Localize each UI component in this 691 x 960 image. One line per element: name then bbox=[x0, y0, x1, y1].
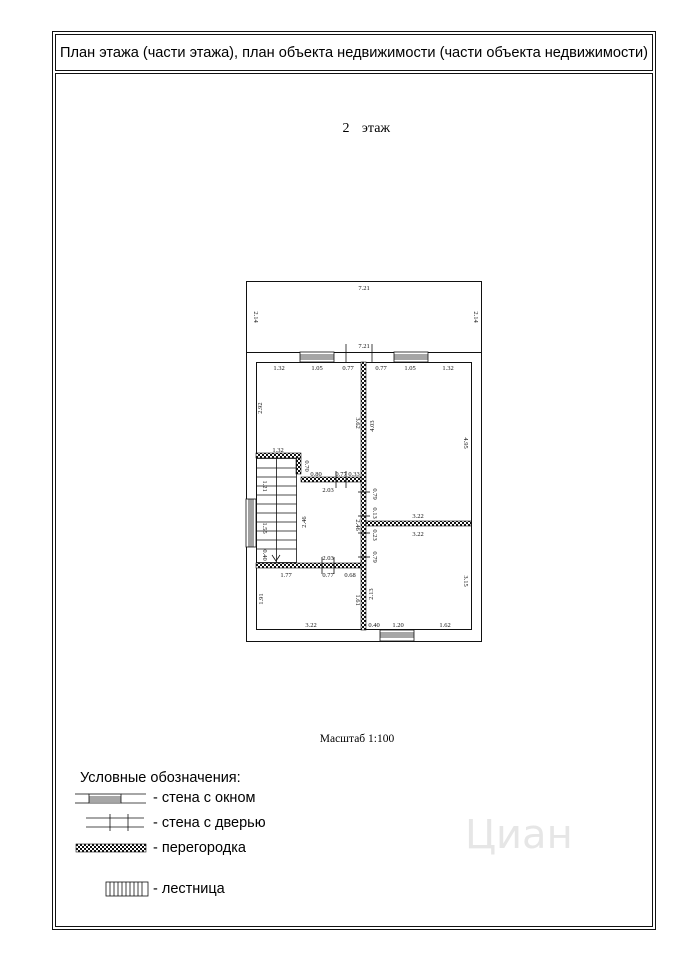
dim-small-4: 0.23 bbox=[371, 529, 378, 541]
dim-top-width: 7.21 bbox=[358, 285, 370, 292]
dim-left-top: 2.14 bbox=[252, 311, 259, 323]
dim-right-top: 2.14 bbox=[472, 311, 479, 323]
dim-bottom-left-1: 1.77 bbox=[280, 572, 292, 579]
dim-central-wall-upper-b: 4.03 bbox=[369, 420, 376, 432]
legend-partition-symbol bbox=[76, 844, 146, 852]
legend-stair-label: - лестница bbox=[153, 881, 225, 897]
dim-top-left-2: 1.05 bbox=[311, 365, 323, 372]
dim-bottom-left-2: 0.77 bbox=[322, 572, 334, 579]
dim-bottom-left-3: 0.68 bbox=[344, 572, 356, 579]
legend-door-symbol bbox=[86, 814, 144, 831]
content-frame bbox=[56, 74, 653, 927]
window-top-right bbox=[394, 352, 428, 362]
dim-bottom-wall-1: 1.61 bbox=[354, 594, 361, 606]
watermark-logo: Циан bbox=[465, 812, 573, 858]
staircase bbox=[257, 459, 297, 563]
dim-bottom-2: 0.40 bbox=[368, 622, 380, 629]
partition-right-mid bbox=[366, 521, 471, 526]
dim-hall-height: 2.46 bbox=[301, 516, 308, 528]
window-left bbox=[246, 499, 256, 547]
legend bbox=[75, 770, 266, 897]
dim-hall-width: 2.03 bbox=[322, 487, 334, 494]
dim-bottom-wall-2: 2.13 bbox=[368, 588, 375, 600]
window-bottom bbox=[380, 630, 414, 641]
dim-top-left-1: 1.32 bbox=[273, 365, 285, 372]
legend-stair-symbol bbox=[106, 882, 148, 896]
dim-stair-side-2: 1.55 bbox=[261, 522, 268, 534]
dim-mid-2: 0.77 bbox=[335, 471, 347, 478]
dim-right-room-height: 4.95 bbox=[462, 437, 469, 449]
dim-inner-width: 7.21 bbox=[358, 343, 370, 350]
legend-window-symbol bbox=[75, 794, 146, 803]
dim-right-mid-lower: 3.22 bbox=[412, 531, 424, 538]
partition-hall-bottom bbox=[256, 563, 361, 568]
dim-small-5: 0.79 bbox=[371, 551, 378, 563]
dim-bottom-4: 1.62 bbox=[439, 622, 451, 629]
dim-right-lower-height: 3.15 bbox=[462, 575, 469, 587]
dim-small-1: 0.79 bbox=[371, 488, 378, 500]
dim-stair-side-1: 1.21 bbox=[261, 480, 268, 492]
windows bbox=[246, 352, 428, 641]
dim-mid-3: 0.33 bbox=[348, 471, 360, 478]
dim-top-left-3: 0.77 bbox=[342, 365, 354, 372]
dim-top-right-3: 1.32 bbox=[442, 365, 454, 372]
dim-bottom-3: 1.20 bbox=[392, 622, 404, 629]
legend-partition-label: - перегородка bbox=[153, 840, 246, 856]
dim-stair-top: 1.32 bbox=[272, 447, 284, 454]
dim-hall-bottom: 2.03 bbox=[322, 555, 334, 562]
dim-bottom-1: 3.22 bbox=[305, 622, 317, 629]
dim-left-room-height: 2.92 bbox=[257, 402, 264, 414]
floor-word: этаж bbox=[361, 121, 391, 136]
partitions bbox=[256, 362, 471, 630]
page-title: План этажа (части этажа), план объекта недвижимости (части объекта недвижимости) bbox=[60, 45, 648, 61]
dim-mid-1: 0.80 bbox=[310, 471, 322, 478]
dim-small-3: 2.46 bbox=[354, 519, 361, 531]
dim-bottom-left-height: 1.91 bbox=[258, 593, 265, 605]
partition-central-vertical bbox=[361, 362, 366, 630]
window-top-left bbox=[300, 352, 334, 362]
dim-stair-gap: 0.70 bbox=[303, 460, 310, 472]
dim-top-right-1: 0.77 bbox=[375, 365, 387, 372]
scale-label: Масштаб 1:100 bbox=[319, 733, 395, 745]
dim-small-2: 0.13 bbox=[371, 507, 378, 519]
dim-stair-side-3: 0.40 bbox=[261, 549, 268, 561]
legend-door-label: - стена с дверью bbox=[153, 815, 266, 831]
legend-window-label: - стена с окном bbox=[153, 790, 256, 806]
floor-number: 2 bbox=[342, 121, 350, 136]
dim-top-right-2: 1.05 bbox=[404, 365, 416, 372]
dim-right-mid-upper: 3.22 bbox=[412, 513, 424, 520]
dim-central-wall-upper: 3.62 bbox=[354, 417, 361, 429]
legend-title: Условные обозначения: bbox=[80, 770, 241, 786]
